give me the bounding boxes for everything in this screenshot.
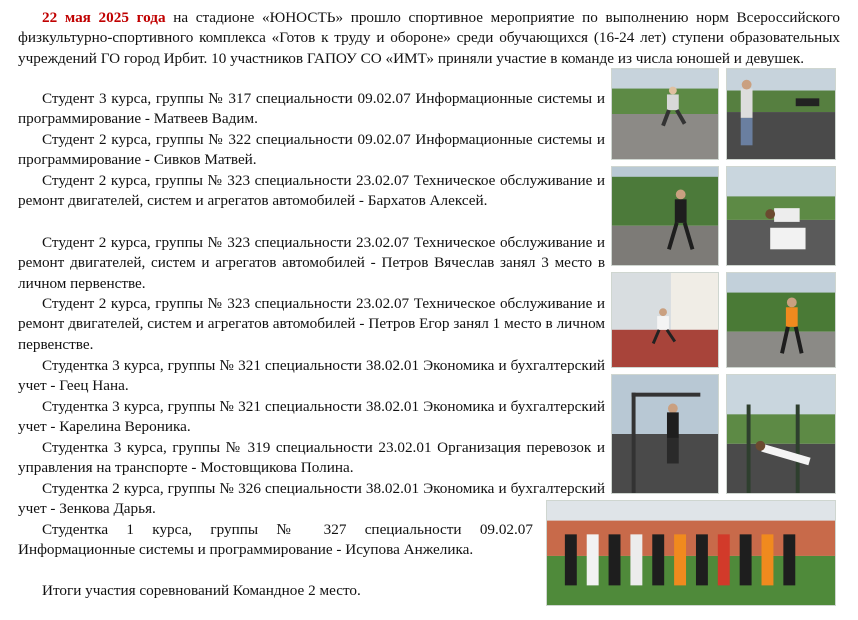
photo-bench-exercise xyxy=(726,166,836,266)
result-line: Итоги участия соревнований Командное 2 место. xyxy=(42,582,361,599)
participant-6: Студентка 3 курса, группы № 321 специальности 38.02.01 Экономика и бухгалтерский учет - Геец Нана. xyxy=(18,357,605,395)
intro-text: на стадионе «ЮНОСТЬ» прошло спортивное мероприятие по выполнению норм Всероссийского физкультурно-спортивного комплекса «Готов к труду и обороне» среди обучающихся (16-24 лет) ступени образовательных учреждений ГО город Ирбит. 10 участников ГАПОУ СО «ИМТ» приняли участие в команде из числа юношей и девушек. xyxy=(18,9,840,67)
photo-low-bar xyxy=(726,374,836,494)
participant-1: Студент 3 курса, группы № 317 специальности 09.02.07 Информационные системы и программирование - Матвеев Вадим. xyxy=(18,90,605,128)
photo-workout-area xyxy=(726,68,836,160)
photo-long-jump xyxy=(611,68,719,160)
participant-7: Студентка 3 курса, группы № 321 специальности 38.02.01 Экономика и бухгалтерский учет - Карелина Вероника. xyxy=(18,398,605,436)
participant-10: Студентка 1 курса, группы № 327 специальности 09.02.07 Информационные системы и программирование - Исупова Анжелика. xyxy=(18,521,533,559)
participant-9: Студентка 2 курса, группы № 326 специальности 38.02.01 Экономика и бухгалтерский учет - Зенкова Дарья. xyxy=(18,480,605,518)
event-date: 22 мая 2025 года xyxy=(42,9,166,26)
participant-8: Студентка 3 курса, группы № 319 специальности 23.02.01 Организация перевозок и управления на транспорте - Мостовщикова Полина. xyxy=(18,439,605,477)
participant-5: Студент 2 курса, группы № 323 специальности 23.02.07 Техническое обслуживание и ремонт двигателей, систем и агрегатов автомобилей - Петров Егор занял 1 место в личном первенстве. xyxy=(18,295,605,353)
participant-4: Студент 2 курса, группы № 323 специальности 23.02.07 Техническое обслуживание и ремонт двигателей, систем и агрегатов автомобилей - Петров Вячеслав занял 3 место в личном первенстве. xyxy=(18,234,605,292)
photo-team xyxy=(546,500,836,606)
photo-pull-up xyxy=(611,374,719,494)
photo-ball-throw xyxy=(726,272,836,368)
photo-running-track xyxy=(611,272,719,368)
participant-3: Студент 2 курса, группы № 323 специальности 23.02.07 Техническое обслуживание и ремонт двигателей, систем и агрегатов автомобилей - Бархатов Алексей. xyxy=(18,172,605,210)
photo-throwing xyxy=(611,166,719,266)
participant-2: Студент 2 курса, группы № 322 специальности 09.02.07 Информационные системы и программирование - Сивков Матвей. xyxy=(18,131,605,169)
intro-paragraph xyxy=(18,8,840,69)
